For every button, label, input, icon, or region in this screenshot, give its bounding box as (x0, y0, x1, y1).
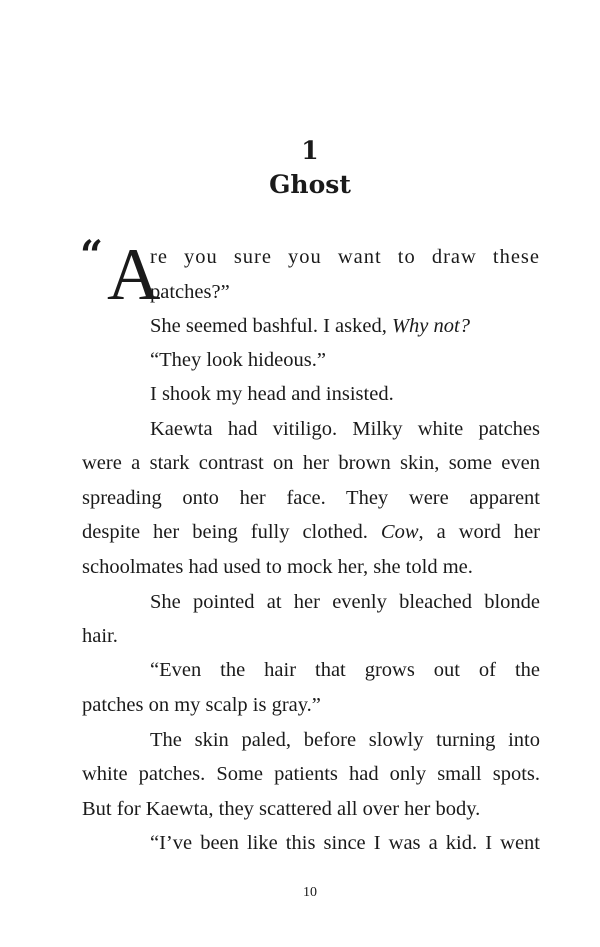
text-line: spreading onto her face. They were apparent (82, 487, 540, 509)
text-line: But for Kaewta, they scattered all over her body. (82, 798, 481, 820)
text-line: “I’ve been like this since I was a kid. I went (150, 832, 540, 854)
text-line: patches?” (150, 281, 230, 303)
chapter-title: Ghost (269, 170, 351, 199)
text-line: Kaewta had vitiligo. Milky white patches (150, 418, 540, 440)
dropcap-quote: “ (80, 232, 104, 279)
text-line: She pointed at her evenly bleached blonde (150, 591, 540, 613)
text-line: white patches. Some patients had only small spots. (82, 763, 540, 785)
text-line: schoolmates had used to mock her, she told me. (82, 556, 473, 578)
dropcap-letter: A (107, 234, 161, 316)
text-line: hair. (82, 625, 118, 647)
page-number: 10 (303, 885, 317, 900)
text-line: patches on my scalp is gray.” (82, 694, 321, 716)
text-line: were a stark contrast on her brown skin, some even (82, 452, 540, 474)
text-line: despite her being fully clothed. Cow, a word her (82, 521, 541, 543)
text-line: The skin paled, before slowly turning into (150, 729, 540, 751)
text-line: I shook my head and insisted. (150, 383, 394, 405)
text-line: “Even the hair that grows out of the (150, 659, 540, 681)
text-line: re you sure you want to draw these (150, 246, 540, 268)
text-line: She seemed bashful. I asked, Why not? (150, 315, 470, 337)
chapter-number: 1 (301, 136, 319, 165)
text-line: “They look hideous.” (150, 349, 326, 371)
